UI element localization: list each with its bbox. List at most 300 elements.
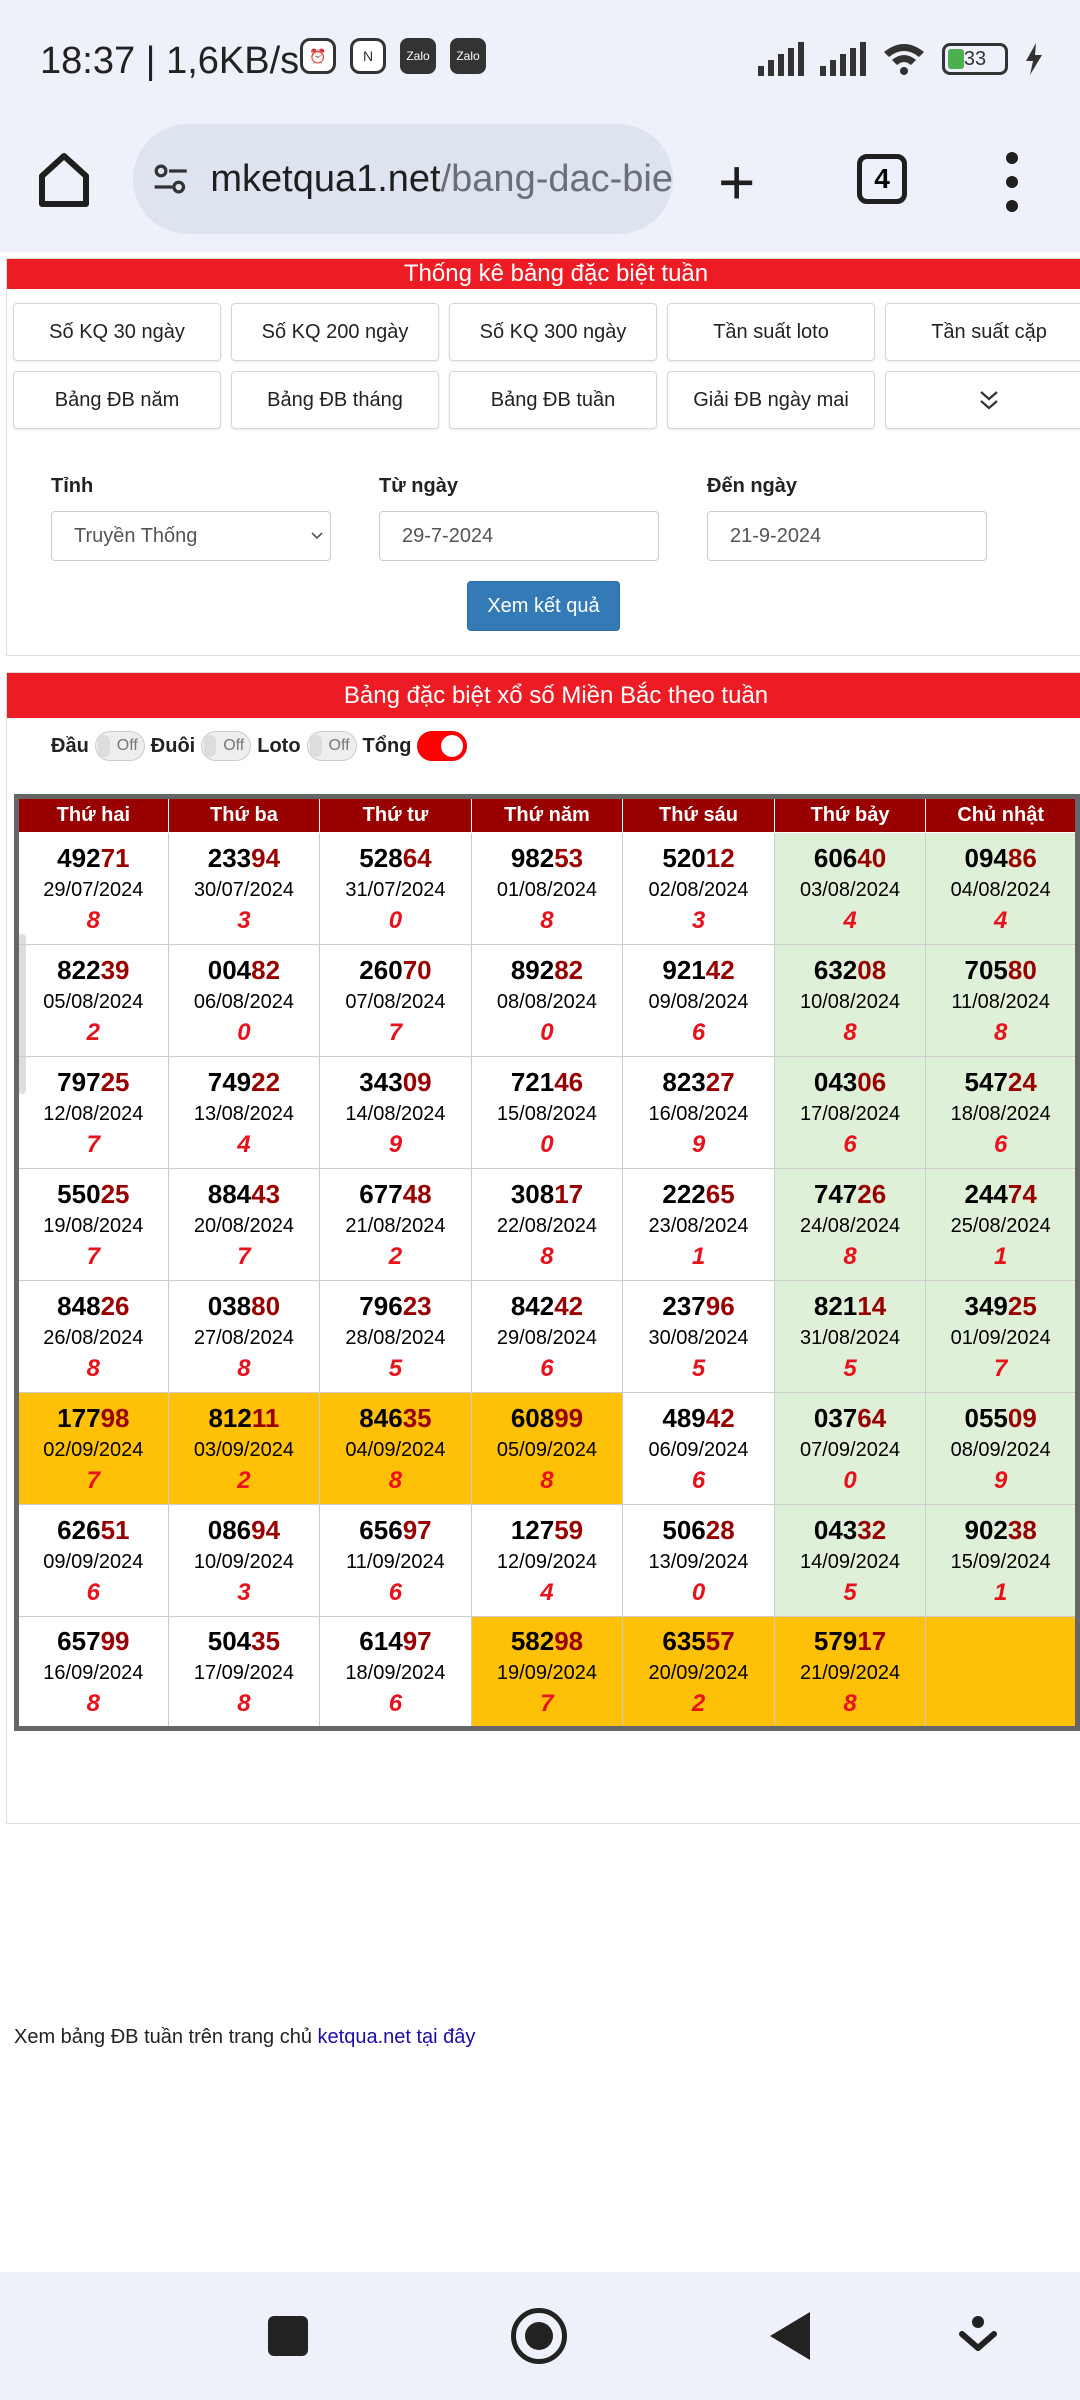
digit-sum: 2 [86,1018,100,1046]
result-cell [17,1281,169,1393]
prize-number-tail: 11 [251,1402,280,1433]
prize-number-tail: 94 [251,1514,281,1545]
draw-date: 15/09/2024 [950,1550,1051,1573]
prize-number-tail: 38 [1007,1514,1037,1545]
prize-number [169,954,320,986]
digit-sum: 7 [86,1466,100,1494]
prize-number [169,1178,320,1210]
prize-number [472,1402,623,1434]
footer-note [14,2026,475,2049]
draw-date: 19/08/2024 [43,1214,144,1237]
toggle-duoi[interactable]: Off [201,731,251,761]
digit-sum: 0 [237,1018,251,1046]
draw-date: 21/08/2024 [345,1214,446,1237]
prize-number [623,1290,774,1322]
result-cell [774,1169,926,1281]
prize-number [169,1514,320,1546]
prize-number [19,842,168,874]
prize-number [472,1066,623,1098]
prize-number-tail: 06 [857,1066,887,1097]
draw-date: 14/08/2024 [345,1102,446,1125]
stats-nav-row-1 [13,303,1080,361]
prize-number-head: 055 [964,1402,1008,1433]
prize-number-tail: 08 [857,954,887,985]
back-button[interactable] [770,2312,810,2360]
province-select[interactable] [51,511,331,561]
draw-date: 31/07/2024 [345,878,446,901]
footer-link[interactable]: ketqua.net tại đây [317,2026,476,2048]
digit-sum: 0 [388,906,403,934]
charging-icon [1024,43,1044,75]
prize-number [926,842,1075,874]
draw-date: 27/08/2024 [193,1326,294,1349]
toggle-dau[interactable]: Off [95,731,145,761]
digit-sum: 8 [540,1466,554,1494]
prize-number-head: 848 [57,1290,101,1321]
wifi-icon [882,42,926,76]
result-cell [320,833,472,945]
prize-number-head: 705 [964,954,1008,985]
prize-number [169,1290,320,1322]
draw-date: 04/09/2024 [345,1438,446,1461]
prize-number-tail: 65 [705,1178,735,1209]
prize-number [472,1625,623,1657]
result-cell [926,1169,1078,1281]
result-cell [926,945,1078,1057]
draw-date: 14/09/2024 [799,1550,901,1573]
draw-date: 08/09/2024 [950,1438,1051,1461]
draw-date: 28/08/2024 [345,1326,446,1349]
digit-sum: 0 [691,1578,706,1606]
result-cell [926,1393,1078,1505]
prize-number-head: 821 [813,1290,858,1321]
result-cell [320,1617,472,1729]
battery-level: 33 [963,47,987,70]
prize-number-tail: 25 [100,1178,130,1209]
prize-number [623,1514,774,1546]
digit-sum: 8 [540,1242,554,1270]
result-cell [168,945,320,1057]
result-cell [17,1057,169,1169]
digit-sum: 9 [691,1130,706,1158]
prize-number-head: 492 [57,842,101,873]
digit-sum: 6 [993,1130,1008,1158]
prize-number [926,1402,1075,1434]
result-cell [320,1169,472,1281]
prize-number-head: 489 [662,1402,706,1433]
result-cell [17,1393,169,1505]
result-cell [623,833,775,945]
table-row [17,1057,1078,1169]
digit-sum: 4 [843,906,857,934]
system-nav-bar [0,2272,1080,2400]
column-header-monday: Thứ hai [17,797,169,833]
digit-sum: 1 [691,1242,706,1270]
footer-text: Xem bảng ĐB tuần trên trang chủ [14,2026,318,2048]
prize-number [775,1178,926,1210]
result-cell [471,1393,623,1505]
digit-sum: 4 [237,1130,251,1158]
nav-button-db-month[interactable]: Bảng ĐB tháng [231,371,439,429]
digit-sum: 8 [388,1466,403,1494]
prize-number-head: 982 [510,842,555,873]
draw-date: 02/08/2024 [648,878,749,901]
toggle-label-duoi: Đuôi [150,734,196,757]
prize-number [775,842,926,874]
digit-sum: 5 [843,1354,857,1382]
assistant-icon[interactable] [958,2314,998,2354]
prize-number-head: 842 [510,1290,555,1321]
prize-number-tail: 80 [251,1290,281,1321]
digit-sum: 7 [540,1689,554,1717]
prize-number [19,1066,168,1098]
draw-date: 29/08/2024 [496,1326,598,1349]
draw-date: 18/08/2024 [950,1102,1051,1125]
result-cell [471,1505,623,1617]
prize-number-tail: 35 [251,1625,281,1656]
prize-number-head: 547 [964,1066,1008,1097]
table-row [17,1393,1078,1505]
result-cell [168,1057,320,1169]
result-cell [623,1505,775,1617]
prize-number-head: 004 [207,954,252,985]
result-cell [926,1057,1078,1169]
result-cell [17,1617,169,1729]
prize-number-tail: 42 [705,954,735,985]
prize-number [320,842,471,874]
result-cell [774,1057,926,1169]
draw-date: 13/09/2024 [648,1550,749,1573]
recents-button[interactable] [268,2316,308,2356]
prize-number-tail: 82 [554,954,584,985]
draw-date: 25/08/2024 [950,1214,1051,1237]
prize-number-tail: 25 [1007,1290,1037,1321]
prize-number-head: 579 [813,1625,858,1656]
prize-number [320,1290,471,1322]
tab-switcher-button[interactable]: 4 [857,154,907,204]
toggle-tong[interactable] [417,731,467,761]
from-date-input[interactable]: 29-7-2024 [379,511,659,561]
prize-number [472,954,623,986]
table-row [17,1505,1078,1617]
from-date-label: Từ ngày [379,475,458,497]
prize-number-tail: 24 [1007,1066,1037,1097]
result-cell [623,1169,775,1281]
prize-number-tail: 26 [100,1290,130,1321]
prize-number [320,1178,471,1210]
prize-number-tail: 59 [554,1514,584,1545]
prize-number-tail: 94 [251,842,281,873]
prize-number [472,1178,623,1210]
draw-date: 15/08/2024 [496,1102,598,1125]
digit-sum: 6 [388,1578,403,1606]
draw-date: 18/09/2024 [345,1661,446,1684]
expand-menu-button[interactable] [885,371,1080,429]
prize-number-head: 902 [964,1514,1008,1545]
result-cell [471,833,623,945]
prize-number-head: 884 [207,1178,252,1209]
draw-date: 06/09/2024 [648,1438,749,1461]
result-cell [774,1281,926,1393]
prize-number-head: 846 [359,1402,403,1433]
digit-sum: 2 [388,1242,403,1270]
column-header-saturday: Thứ bảy [774,797,926,833]
draw-date: 05/08/2024 [43,990,144,1013]
result-cell [168,1169,320,1281]
table-row [17,833,1078,945]
digit-sum: 3 [237,906,251,934]
zalo-icon: Zalo [450,38,486,74]
prize-number [775,1402,926,1434]
draw-date: 21/09/2024 [799,1661,901,1684]
prize-number-tail: 86 [1007,842,1037,873]
digit-sum: 0 [540,1130,554,1158]
draw-date: 16/08/2024 [648,1102,749,1125]
prize-number-head: 086 [207,1514,252,1545]
prize-number-tail: 42 [554,1290,584,1321]
prize-number-tail: 39 [100,954,130,985]
prize-number-tail: 48 [402,1178,432,1209]
prize-number [320,1066,471,1098]
draw-date: 01/09/2024 [950,1326,1051,1349]
signal-icon [820,42,866,76]
prize-number-head: 037 [813,1402,858,1433]
digit-sum: 6 [843,1130,857,1158]
prize-number-tail: 64 [402,842,432,873]
digit-sum: 0 [540,1018,554,1046]
prize-number-tail: 80 [1007,954,1037,985]
special-prize-table [14,794,1080,1731]
result-cell [320,945,472,1057]
digit-sum: 7 [86,1242,100,1270]
digit-sum: 7 [237,1242,251,1270]
prize-number-head: 822 [57,954,101,985]
site-settings-icon[interactable] [153,157,188,201]
prize-number [19,1290,168,1322]
toggle-label-tong: Tổng [362,734,412,757]
result-cell [320,1281,472,1393]
digit-sum: 6 [86,1578,100,1606]
prize-number-head: 606 [813,842,858,873]
more-menu-icon[interactable] [1006,152,1020,212]
toggle-loto[interactable]: Off [307,731,357,761]
prize-number [320,1514,471,1546]
digit-sum: 8 [237,1354,251,1382]
alarm-icon: ⏰ [300,38,336,74]
result-cell [17,1169,169,1281]
nav-button-pair-frequency[interactable]: Tần suất cặp [885,303,1080,361]
address-bar[interactable] [133,124,673,234]
prize-number-tail: 53 [554,842,584,873]
prize-number-head: 127 [510,1514,555,1545]
draw-date: 02/09/2024 [43,1438,144,1461]
digit-sum: 8 [237,1689,251,1717]
draw-date: 09/08/2024 [648,990,749,1013]
to-date-input[interactable]: 21-9-2024 [707,511,987,561]
result-cell [623,945,775,1057]
prize-number [19,1514,168,1546]
nav-button-loto-frequency[interactable]: Tần suất loto [667,303,875,361]
digit-sum: 8 [540,906,554,934]
browser-toolbar [0,122,1080,252]
page-content [0,252,1080,2272]
prize-number-head: 343 [359,1066,403,1097]
nav-button-200-days[interactable]: Số KQ 200 ngày [231,303,439,361]
draw-date: 08/08/2024 [496,990,598,1013]
prize-number-tail: 09 [402,1066,432,1097]
toggle-row [51,731,473,761]
digit-sum: 6 [388,1689,403,1717]
prize-number-tail: 23 [402,1290,432,1321]
result-cell [774,833,926,945]
draw-date: 23/08/2024 [648,1214,749,1237]
prize-number-tail: 32 [857,1514,887,1545]
status-bar [0,0,1080,122]
table-header-row [17,797,1078,833]
prize-number-tail: 40 [857,842,887,873]
toggle-label-dau: Đầu [51,734,89,757]
prize-number-tail: 96 [705,1290,735,1321]
result-cell [926,1505,1078,1617]
digit-sum: 7 [388,1018,403,1046]
table-body [17,833,1078,1729]
result-cell [471,945,623,1057]
digit-sum: 2 [691,1689,706,1717]
prize-number [472,842,623,874]
result-cell [926,833,1078,945]
draw-date: 17/08/2024 [799,1102,901,1125]
result-cell [320,1505,472,1617]
digit-sum: 1 [993,1578,1008,1606]
prize-number-tail: 28 [705,1514,735,1545]
prize-number-head: 632 [813,954,858,985]
prize-number [169,1402,320,1434]
result-cell [774,945,926,1057]
prize-number-tail: 26 [857,1178,887,1209]
prize-number-tail: 99 [554,1402,584,1433]
prize-number [320,954,471,986]
prize-number-tail: 98 [554,1625,584,1656]
prize-number-tail: 43 [251,1178,281,1209]
result-cell [168,833,320,945]
column-header-friday: Thứ sáu [623,797,775,833]
result-cell [471,1057,623,1169]
prize-number-tail: 64 [857,1402,887,1433]
view-results-button[interactable]: Xem kết quả [467,581,620,631]
table-row [17,945,1078,1057]
prize-number [926,1178,1075,1210]
draw-date: 13/08/2024 [193,1102,294,1125]
url-path: /bang-dac-bie [440,157,673,200]
home-icon[interactable] [36,150,92,210]
draw-date: 06/08/2024 [193,990,294,1013]
to-date-label: Đến ngày [707,475,798,497]
nav-button-db-tomorrow[interactable]: Giải ĐB ngày mai [667,371,875,429]
prize-number-head: 550 [57,1178,101,1209]
prize-number-tail: 70 [402,954,432,985]
url-host: mketqua1.net [210,157,441,200]
digit-sum: 8 [993,1018,1008,1046]
digit-sum: 5 [691,1354,706,1382]
prize-number-tail: 12 [705,842,735,873]
prize-number-tail: 97 [402,1514,432,1545]
prize-number [19,1625,168,1657]
result-cell [623,1057,775,1169]
column-header-thursday: Thứ năm [471,797,623,833]
prize-number-tail: 82 [251,954,281,985]
prize-number-tail: 97 [402,1625,432,1656]
prize-number-head: 823 [662,1066,706,1097]
prize-number [623,1178,774,1210]
result-cell [320,1057,472,1169]
nav-button-30-days[interactable]: Số KQ 30 ngày [13,303,221,361]
prize-number-head: 635 [662,1625,706,1656]
prize-number [926,954,1075,986]
draw-date: 11/09/2024 [346,1550,445,1573]
digit-sum: 3 [237,1578,251,1606]
prize-number [775,1066,926,1098]
province-select-value: Truyền Thống [74,524,198,547]
prize-number [320,1402,471,1434]
draw-date: 04/08/2024 [950,878,1051,901]
prize-number [169,1066,320,1098]
table-row [17,1169,1078,1281]
prize-number-head: 043 [813,1066,858,1097]
result-cell [774,1393,926,1505]
digit-sum: 8 [843,1242,857,1270]
new-tab-icon[interactable]: + [718,146,756,218]
prize-number-tail: 22 [251,1066,281,1097]
prize-number-tail: 25 [100,1066,130,1097]
prize-number-tail: 09 [1007,1402,1037,1433]
nav-button-300-days[interactable]: Số KQ 300 ngày [449,303,657,361]
nav-button-db-year[interactable]: Bảng ĐB năm [13,371,221,429]
province-label: Tỉnh [51,475,94,497]
column-header-tuesday: Thứ ba [168,797,320,833]
prize-number-head: 892 [510,954,555,985]
digit-sum: 7 [993,1354,1008,1382]
prize-number-head: 528 [359,842,403,873]
prize-number [623,1625,774,1657]
prize-number-head: 797 [57,1066,101,1097]
home-button[interactable] [511,2308,567,2364]
stats-nav-row-2 [13,371,1080,429]
draw-date: 19/09/2024 [496,1661,598,1684]
digit-sum: 6 [691,1018,706,1046]
prize-number-head: 614 [359,1625,403,1656]
draw-date: 12/09/2024 [496,1550,598,1573]
signal-icon [758,42,804,76]
draw-date: 10/08/2024 [799,990,901,1013]
prize-number [19,1402,168,1434]
draw-date: 24/08/2024 [799,1214,901,1237]
digit-sum: 7 [86,1130,100,1158]
draw-date: 26/08/2024 [43,1326,144,1349]
nav-button-db-week[interactable]: Bảng ĐB tuần [449,371,657,429]
prize-number [623,842,774,874]
nfc-icon: N [350,38,386,74]
digit-sum: 0 [843,1466,857,1494]
prize-number-head: 504 [207,1625,252,1656]
draw-date: 11/08/2024 [951,990,1050,1013]
prize-number [169,1625,320,1657]
prize-number-head: 677 [359,1178,403,1209]
prize-number-tail: 98 [100,1402,130,1433]
result-cell [926,1281,1078,1393]
prize-number-head: 608 [510,1402,555,1433]
draw-date: 30/08/2024 [648,1326,749,1349]
status-system-icons [758,42,1044,76]
